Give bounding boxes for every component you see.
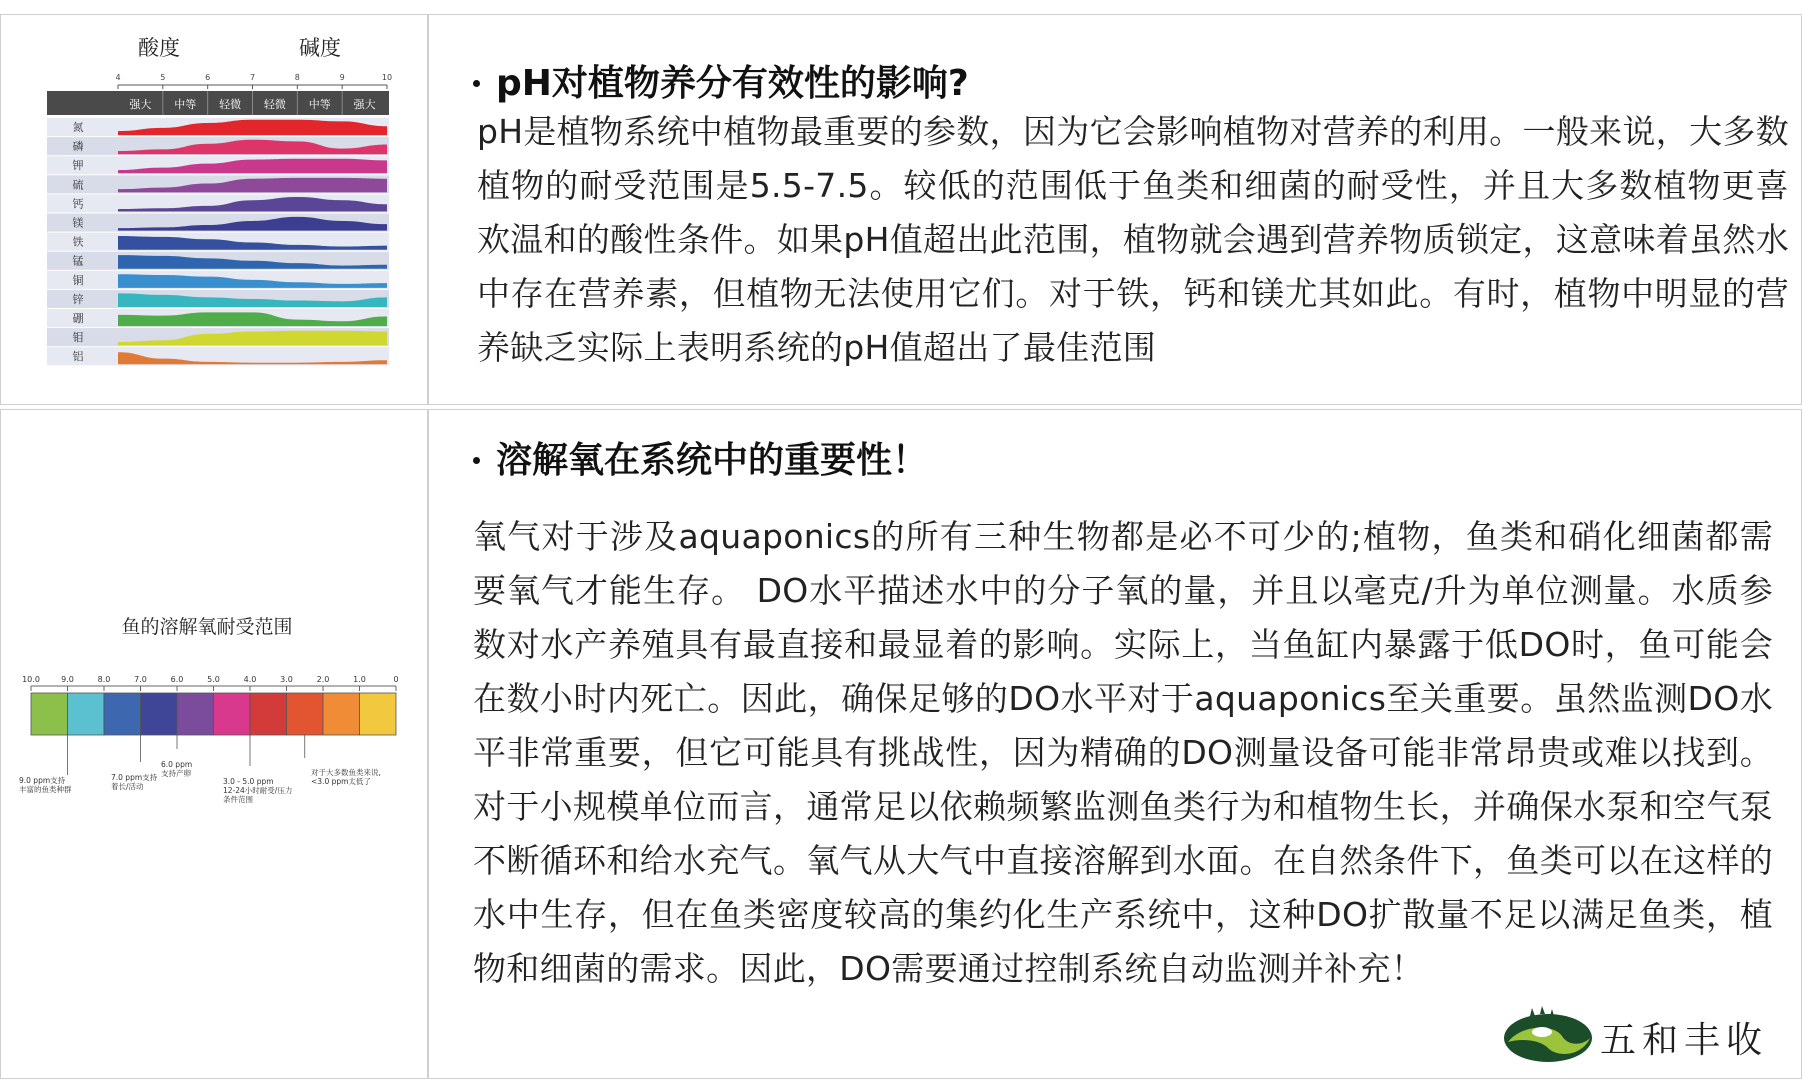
ph-scale-label: 9: [339, 73, 345, 82]
do-range-segment: [141, 693, 178, 735]
do-chart-panel: [0, 409, 428, 1079]
ph-scale-label: 6: [205, 73, 211, 82]
ph-zone-label: 轻微: [219, 98, 242, 111]
do-heading-text: 溶解氧在系统中的重要性！: [496, 440, 929, 481]
nutrient-label: 铁: [72, 235, 84, 249]
do-scale-label: 1.0: [353, 675, 366, 684]
do-scale-label: 6.0: [170, 675, 184, 684]
nutrient-label: 氮: [72, 120, 84, 134]
logo-emblem-icon: [1502, 1002, 1594, 1064]
ph-zone-label: 中等: [174, 98, 197, 111]
ph-zone-label: 轻微: [263, 98, 286, 111]
nutrient-label: 磷: [72, 140, 84, 154]
do-annotation-text: 支持产卵: [161, 769, 191, 778]
nutrient-label: 镁: [72, 216, 84, 230]
acid-label: 酸度: [138, 36, 180, 60]
ph-body-paragraph: pH是植物系统中植物最重要的参数，因为它会影响植物对营养的利用。一般来说，大多数植物的耐受范围是5.5-7.5。较低的范围低于鱼类和细菌的耐受性，并且大多数植物更喜欢温和的酸性条件。如果pH值超出此范围，植物就会遇到营养物质锁定，这意味着虽然水中存在营养素，但植物无法使用它们。对于铁，钙和镁尤其如此。有时，植物中明显的营养缺乏实际上表明系统的pH值超出了最佳范围: [477, 112, 1789, 367]
ph-scale-label: 5: [160, 73, 166, 82]
do-annotation-text: 条件范围: [223, 795, 253, 804]
do-range-segment: [31, 693, 68, 735]
do-range-segment: [323, 693, 360, 735]
do-scale-label: 10.0: [22, 675, 40, 684]
alkaline-label: 碱度: [299, 36, 341, 60]
do-scale-label: 4.0: [243, 675, 257, 684]
do-scale-label: 8.0: [97, 675, 111, 684]
do-tolerance-chart: [1, 410, 429, 1080]
ph-zone-label: 强大: [129, 98, 152, 111]
do-annotation-text: 7.0 ppm支持: [111, 773, 158, 782]
nutrient-label: 硫: [72, 178, 84, 192]
ph-zone-label: 中等: [308, 98, 331, 111]
ph-scale-label: 8: [294, 73, 300, 82]
do-annotation-text: <3.0 ppm太低了: [311, 777, 371, 786]
do-annotation-text: 9.0 ppm支持: [19, 776, 66, 785]
ph-heading: [473, 55, 969, 106]
nutrient-label: 钼: [72, 331, 84, 345]
do-annotation-text: 对于大多数鱼类来说,: [311, 768, 381, 777]
ph-text-panel: [428, 14, 1802, 405]
do-annotation-text: 3.0 - 5.0 ppm: [223, 777, 274, 786]
do-range-segment: [287, 693, 324, 735]
do-heading: [473, 432, 928, 483]
zone-header-bar: [47, 91, 389, 115]
do-annotation-text: 12-24小时耐受/压力: [223, 786, 293, 795]
ph-nutrient-availability-chart: [1, 15, 429, 406]
ph-heading-text: pH对植物养分有效性的影响?: [496, 63, 969, 104]
do-annotation-text: 丰富的鱼类种群: [19, 785, 72, 794]
bullet-icon: [473, 80, 480, 87]
ph-scale-label: 4: [115, 73, 121, 82]
do-annotation-text: 着长/活动: [111, 782, 144, 791]
nutrient-label: 钾: [72, 159, 84, 173]
nutrient-label: 硼: [72, 311, 84, 325]
logo-text: 五和丰收: [1600, 1020, 1769, 1061]
bullet-icon: [473, 457, 480, 464]
nutrient-label: 铜: [72, 273, 84, 287]
do-range-segment: [68, 693, 105, 735]
do-scale-label: 7.0: [134, 675, 147, 684]
do-range-segment: [177, 693, 214, 735]
do-scale-label: 5.0: [207, 675, 220, 684]
do-scale-label: 3.0: [280, 675, 293, 684]
do-body-paragraph: 氧气对于涉及aquaponics的所有三种生物都是必不可少的;植物，鱼类和硝化细菌都需要氧气才能生存。 DO水平描述水中的分子氧的量，并且以毫克/升为单位测量。水质参数对水产养殖具有最直接和最显着的影响。实际上，当鱼缸内暴露于低DO时，鱼可能会在数小时内死亡。因此，确保足够的DO水平对于aquaponics至关重要。虽然监测DO水平非常重要，但它可能具有挑战性，因为精确的DO测量设备可能非常昂贵或难以找到。对于小规模单位而言，通常足以依赖频繁监测鱼类行为和植物生长，并确保水泵和空气泵不断循环和给水充气。氧气从大气中直接溶解到水面。在自然条件下，鱼类可以在这样的水中生存，但在鱼类密度较高的集约化生产系统中，这种DO扩散量不足以满足鱼类，植物和细菌的需求。因此，DO需要通过控制系统自动监测并补充！: [473, 517, 1773, 988]
nutrient-label: 钙: [72, 197, 84, 211]
do-chart-title: 鱼的溶解氧耐受范围: [121, 616, 293, 638]
nutrient-label: 铝: [72, 350, 84, 364]
brand-logo: [1502, 1000, 1792, 1066]
nutrient-label: 锌: [72, 292, 84, 306]
nutrient-label: 锰: [72, 254, 84, 268]
do-range-segment: [360, 693, 397, 735]
do-scale-label: 0: [393, 675, 399, 684]
do-text-panel: [428, 409, 1802, 1079]
ph-scale-label: 10: [381, 73, 393, 82]
do-scale-label: 2.0: [316, 675, 330, 684]
do-scale-label: 9.0: [61, 675, 74, 684]
ph-zone-label: 强大: [353, 98, 376, 111]
do-annotation-text: 6.0 ppm: [161, 760, 193, 769]
do-range-segment: [250, 693, 287, 735]
ph-scale-label: 7: [249, 73, 256, 82]
do-range-segment: [214, 693, 251, 735]
do-range-segment: [104, 693, 141, 735]
ph-chart-panel: [0, 14, 428, 405]
